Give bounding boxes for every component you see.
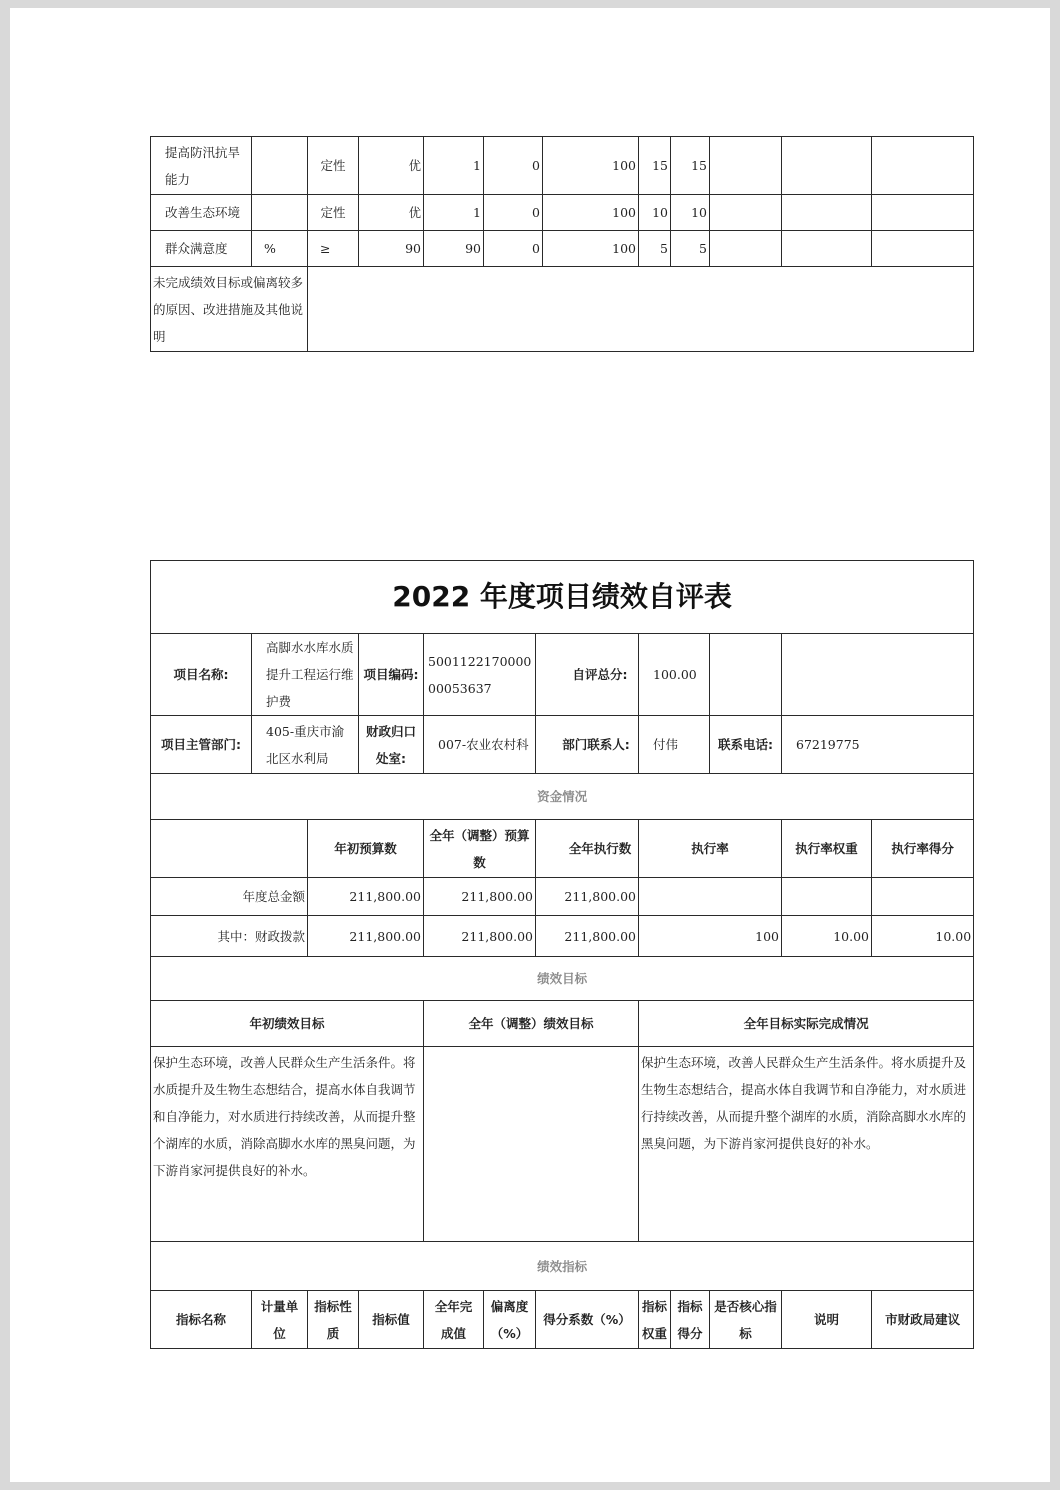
funds-header-executed: 全年执行数	[536, 820, 639, 878]
phone-value: 67219775	[782, 716, 974, 774]
blank-cell	[782, 634, 974, 716]
indicator-name: 群众满意度	[151, 231, 252, 267]
self-evaluation-form	[150, 560, 974, 1349]
core-cell	[710, 231, 782, 267]
goal-actual-text: 保护生态环境，改善人民群众生产生活条件。将水质提升及生物生态想结合，提高水体自我调节和自净能力，对水质进行持续改善，从而提升整个湖库的水质，消除高脚水水库的黑臭问题，为下游肖家河提供良好的补水。	[639, 1047, 974, 1242]
goals-header-initial: 年初绩效目标	[151, 1001, 424, 1047]
table-row	[151, 231, 974, 267]
goal-adjusted-text	[424, 1047, 639, 1242]
note-cell	[782, 231, 872, 267]
funds-executed: 211,800.00	[536, 878, 639, 916]
coef-cell: 100	[543, 195, 639, 231]
unit-cell	[252, 137, 308, 195]
indicator-header-unit: 计量单位	[252, 1291, 308, 1349]
score-cell: 15	[671, 137, 710, 195]
funds-header-initial: 年初预算数	[308, 820, 424, 878]
funds-rate: 100	[639, 916, 782, 957]
contact-label: 部门联系人:	[536, 716, 639, 774]
funds-header-rate-score: 执行率得分	[872, 820, 974, 878]
goals-header-actual: 全年目标实际完成情况	[639, 1001, 974, 1047]
funds-adjusted: 211,800.00	[424, 916, 536, 957]
coef-cell: 100	[543, 137, 639, 195]
suggest-cell	[872, 231, 974, 267]
blank-cell	[151, 820, 308, 878]
note-cell	[782, 195, 872, 231]
table-row	[151, 195, 974, 231]
unit-cell	[252, 195, 308, 231]
suggest-cell	[872, 195, 974, 231]
phone-label: 联系电话:	[710, 716, 782, 774]
form-title: 2022 年度项目绩效自评表	[151, 561, 974, 634]
indicator-header-deviation: 偏离度（%）	[484, 1291, 536, 1349]
dept-value: 405-重庆市渝北区水利局	[252, 716, 359, 774]
indicators-section-title: 绩效指标	[151, 1242, 974, 1291]
weight-cell: 10	[639, 195, 671, 231]
document-page	[10, 8, 1050, 1482]
dept-label: 项目主管部门:	[151, 716, 252, 774]
funds-rate-score: 10.00	[872, 916, 974, 957]
nature-cell: 定性	[308, 195, 359, 231]
self-score-label: 自评总分:	[536, 634, 639, 716]
contact-value: 付伟	[639, 716, 710, 774]
value-cell: 优	[359, 195, 424, 231]
self-score-value: 100.00	[639, 634, 710, 716]
funds-executed: 211,800.00	[536, 916, 639, 957]
funds-header-rate-weight: 执行率权重	[782, 820, 872, 878]
explanation-value	[308, 267, 974, 352]
indicator-header-note: 说明	[782, 1291, 872, 1349]
funds-section-title: 资金情况	[151, 774, 974, 820]
indicator-header-value: 指标值	[359, 1291, 424, 1349]
funds-rate-weight	[782, 878, 872, 916]
score-cell: 5	[671, 231, 710, 267]
funds-header-rate: 执行率	[639, 820, 782, 878]
note-cell	[782, 137, 872, 195]
table-row	[151, 137, 974, 195]
core-cell	[710, 137, 782, 195]
goal-initial-text: 保护生态环境，改善人民群众生产生活条件。将水质提升及生物生态想结合，提高水体自我调节和自净能力，对水质进行持续改善，从而提升整个湖库的水质，消除高脚水水库的黑臭问题，为下游肖家河提供良好的补水。	[151, 1047, 424, 1242]
finance-label: 财政归口处室:	[359, 716, 424, 774]
full-year-cell: 1	[424, 195, 484, 231]
value-cell: 优	[359, 137, 424, 195]
funds-initial: 211,800.00	[308, 916, 424, 957]
funds-row-label: 年度总金额	[151, 878, 308, 916]
indicator-name: 提高防汛抗旱能力	[151, 137, 252, 195]
suggest-cell	[872, 137, 974, 195]
full-year-cell: 90	[424, 231, 484, 267]
goals-section-title: 绩效目标	[151, 957, 974, 1001]
project-code-value: 500112217000000053637	[424, 634, 536, 716]
nature-cell: 定性	[308, 137, 359, 195]
full-year-cell: 1	[424, 137, 484, 195]
core-cell	[710, 195, 782, 231]
indicator-header-name: 指标名称	[151, 1291, 252, 1349]
funds-row-label: 其中：财政拨款	[151, 916, 308, 957]
deviation-cell: 0	[484, 231, 543, 267]
funds-header-adjusted: 全年（调整）预算数	[424, 820, 536, 878]
funds-adjusted: 211,800.00	[424, 878, 536, 916]
project-name-label: 项目名称:	[151, 634, 252, 716]
funds-rate-weight: 10.00	[782, 916, 872, 957]
deviation-cell: 0	[484, 137, 543, 195]
indicator-table-continued	[150, 136, 974, 352]
indicator-header-core: 是否核心指标	[710, 1291, 782, 1349]
project-name-value: 高脚水水库水质提升工程运行维护费	[252, 634, 359, 716]
goals-header-adjusted: 全年（调整）绩效目标	[424, 1001, 639, 1047]
score-cell: 10	[671, 195, 710, 231]
weight-cell: 5	[639, 231, 671, 267]
weight-cell: 15	[639, 137, 671, 195]
funds-rate-score	[872, 878, 974, 916]
indicator-header-weight: 指标权重	[639, 1291, 671, 1349]
funds-rate	[639, 878, 782, 916]
explanation-label: 未完成绩效目标或偏离较多的原因、改进措施及其他说明	[151, 267, 308, 352]
blank-cell	[710, 634, 782, 716]
indicator-header-nature: 指标性质	[308, 1291, 359, 1349]
indicator-name: 改善生态环境	[151, 195, 252, 231]
nature-cell: ≥	[308, 231, 359, 267]
deviation-cell: 0	[484, 195, 543, 231]
project-code-label: 项目编码:	[359, 634, 424, 716]
unit-cell: %	[252, 231, 308, 267]
coef-cell: 100	[543, 231, 639, 267]
funds-initial: 211,800.00	[308, 878, 424, 916]
indicator-header-score: 指标得分	[671, 1291, 710, 1349]
indicator-header-full-year: 全年完成值	[424, 1291, 484, 1349]
indicator-header-suggestion: 市财政局建议	[872, 1291, 974, 1349]
finance-value: 007-农业农村科	[424, 716, 536, 774]
indicator-header-coef: 得分系数（%）	[536, 1291, 639, 1349]
value-cell: 90	[359, 231, 424, 267]
table-row	[151, 267, 974, 352]
